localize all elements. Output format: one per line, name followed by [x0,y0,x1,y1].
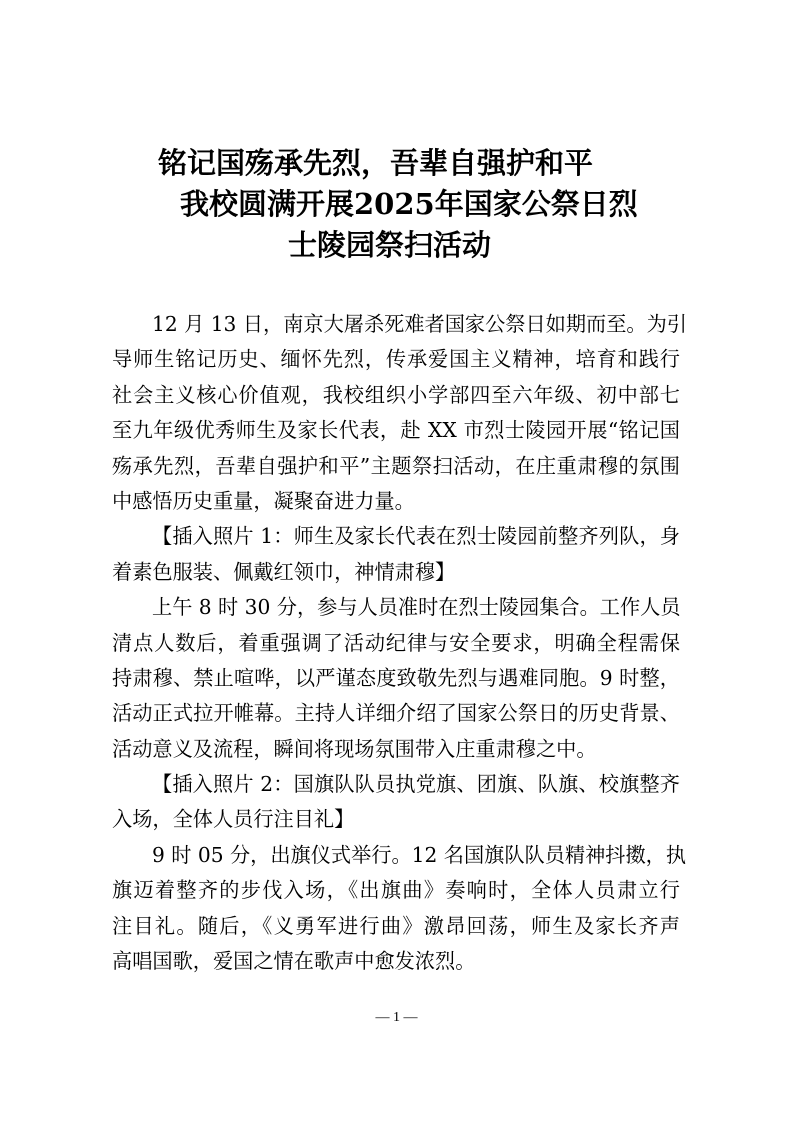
paragraph-line: 着素色服装、佩戴红领巾，神情肃穆】 [112,559,456,584]
paragraph-line: 高唱国歌，爱国之情在歌声中愈发浓烈。 [112,949,476,974]
paragraph-line: 殇承先烈，吾辈自强护和平”主题祭扫活动，在庄重肃穆的氛围 [112,453,680,478]
paragraph-line: 旗迈着整齐的步伐入场，《出旗曲》奏响时，全体人员肃立行 [112,878,680,903]
page-number: — 1 — [375,1010,418,1025]
paragraph-line: 中感悟历史重量，凝聚奋进力量。 [112,488,415,513]
paragraph-line: 上午 8 时 30 分，参与人员准时在烈士陵园集合。工作人员 [152,595,681,620]
document-title [0,143,793,266]
title-line-1: 铭记国殇承先烈，吾辈自强护和平 [158,146,594,180]
paragraph [112,519,680,590]
paragraph-line: 入场，全体人员行注目礼】 [112,807,355,832]
paragraph-line: 社会主义核心价值观，我校组织小学部四至六年级、初中部七 [112,382,680,407]
paragraph-line: 【插入照片 1：师生及家长代表在烈士陵园前整齐列队，身 [152,524,680,549]
paragraph [112,307,687,519]
paragraph [112,767,680,838]
paragraph-line: 活动意义及流程，瞬间将现场氛围带入庄重肃穆之中。 [112,736,597,761]
paragraph [112,838,687,980]
paragraph-line: 12 月 13 日，南京大屠杀死难者国家公祭日如期而至。为引 [152,312,687,336]
paragraph-line: 注目礼。随后，《义勇军进行曲》激昂回荡，师生及家长齐声 [112,913,680,938]
title-line-3: 士陵园祭扫活动 [288,228,492,262]
paragraph-line: 9 时 05 分，出旗仪式举行。12 名国旗队队员精神抖擞，执 [152,842,687,867]
paragraph-line: 【插入照片 2：国旗队队员执党旗、团旗、队旗、校旗整齐 [152,772,680,797]
paragraph-line: 至九年级优秀师生及家长代表，赴 XX 市烈士陵园开展“铭记国 [112,418,680,443]
paragraph-line: 清点人数后，着重强调了活动纪律与安全要求，明确全程需保 [112,630,680,655]
document-body [112,307,687,979]
paragraph [112,590,680,767]
paragraph-line: 活动正式拉开帷幕。主持人详细介绍了国家公祭日的历史背景、 [112,701,680,726]
title-line-2: 我校圆满开展2025年国家公祭日烈 [180,187,638,221]
paragraph-line: 导师生铭记历史、缅怀先烈，传承爱国主义精神，培育和践行 [112,347,680,372]
paragraph-line: 持肃穆、禁止喧哗，以严谨态度致敬先烈与遇难同胞。9 时整， [112,665,680,690]
